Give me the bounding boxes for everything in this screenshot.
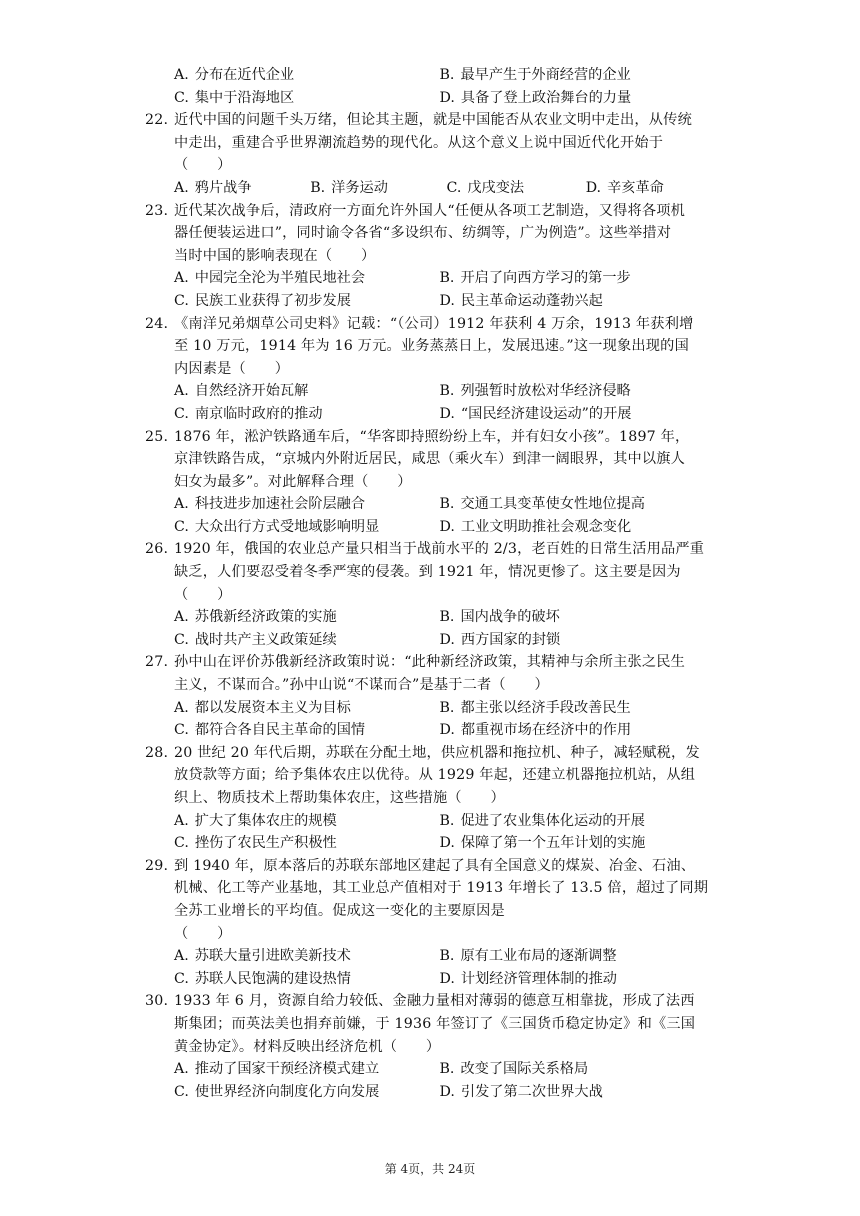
question-23-option-b: B. 开启了向西方学习的第一步 bbox=[439, 270, 631, 287]
question-27-options-row-2 bbox=[145, 719, 705, 742]
question-number: 27. bbox=[145, 654, 169, 671]
question-22-option-d: D. 辛亥革命 bbox=[585, 179, 664, 196]
question-25-option-a: A. 科技进步加速社会阶层融合 bbox=[174, 496, 366, 513]
question-27-line: 27. 孙中山在评价苏俄新经济政策时说：“此种新经济政策，其精神与余所主张之民生 bbox=[145, 651, 705, 674]
question-26-option-c: C. 战时共产主义政策延续 bbox=[174, 631, 337, 648]
question-22-option-a: A. 鸦片战争 bbox=[174, 179, 252, 196]
question-26-options-row-1 bbox=[145, 606, 705, 629]
question-24-option-a: A. 自然经济开始瓦解 bbox=[174, 383, 309, 400]
q21-option-b: B. 最早产生于外商经营的企业 bbox=[439, 67, 631, 83]
question-25-line: 妇女为最多”。对此解释合理（ ） bbox=[174, 473, 412, 490]
question-28-option-c: C. 挫伤了农民生产积极性 bbox=[174, 835, 337, 852]
question-30-option-b: B. 改变了国际关系格局 bbox=[439, 1061, 589, 1078]
q21-options-row-1 bbox=[145, 64, 705, 87]
page-number-footer: 第 4页，共 24页 bbox=[384, 1162, 476, 1176]
question-28 bbox=[145, 742, 705, 855]
question-29-line: （ ） bbox=[174, 925, 232, 942]
question-29-line: 机械、化工等产业基地，其工业总产值相对于 1913 年增长了 13.5 倍，超过了同期 bbox=[174, 880, 709, 897]
question-22-options bbox=[145, 177, 705, 200]
question-23-line: 器任便装运进口”，同时谕令各省“多设织布、纺绸等，广为例造”。这些举措对 bbox=[174, 225, 672, 242]
question-23-line: 23. 近代某次战争后，清政府一方面允许外国人“任便从各项工艺制造，又得将各项机 bbox=[145, 200, 705, 223]
question-29-option-d: D. 计划经济管理体制的推动 bbox=[439, 970, 617, 987]
question-27-option-c: C. 都符合各自民主革命的国情 bbox=[174, 722, 366, 739]
question-26-line: 26. 1920 年，俄国的农业总产量只相当于战前水平的 2/3，老百姓的日常生活用品严重 bbox=[145, 538, 705, 561]
q21-option-a: A. 分布在近代企业 bbox=[174, 67, 295, 83]
question-28-line: 28. 20 世纪 20 年代后期，苏联在分配土地，供应机器和拖拉机、种子，减轻赋税，发 bbox=[145, 742, 705, 765]
question-25-option-d: D. 工业文明助推社会观念变化 bbox=[439, 518, 632, 535]
question-29-line: 全苏工业增长的平均值。促成这一变化的主要原因是 bbox=[174, 902, 505, 919]
question-30-option-c: C. 使世界经济向制度化方向发展 bbox=[174, 1083, 380, 1100]
question-24-line: 内因素是（ ） bbox=[174, 360, 290, 377]
question-23-line: 当时中国的影响表现在（ ） bbox=[174, 247, 376, 264]
question-30-line: 斯集团；而英法美也捐弃前嫌，于 1936 年签订了《三国货币稳定协定》和《三国 bbox=[174, 1015, 696, 1032]
question-30-line: 黄金协定》。材料反映出经济危机（ ） bbox=[174, 1038, 441, 1055]
question-24-option-b: B. 列强暂时放松对华经济侵略 bbox=[439, 383, 631, 400]
question-number: 22. bbox=[145, 112, 169, 129]
question-22-line: 22. 近代中国的问题千头万绪，但论其主题，就是中国能否从农业文明中走出，从传统 bbox=[145, 109, 705, 132]
question-29-line: 29. 到 1940 年，原本落后的苏联东部地区建起了具有全国意义的煤炭、冶金、石油、 bbox=[145, 855, 705, 878]
question-23-option-c: C. 民族工业获得了初步发展 bbox=[174, 292, 351, 309]
question-27-option-b: B. 都主张以经济手段改善民生 bbox=[439, 699, 631, 716]
question-number: 23. bbox=[145, 202, 169, 219]
question-26-option-b: B. 国内战争的破坏 bbox=[439, 609, 560, 626]
question-29-options-row-2 bbox=[145, 968, 705, 991]
question-27-options-row-1 bbox=[145, 697, 705, 720]
question-29-option-c: C. 苏联人民饱满的建设热情 bbox=[174, 970, 351, 987]
question-26-option-d: D. 西方国家的封锁 bbox=[439, 631, 561, 648]
question-22-line: （ ） bbox=[174, 157, 232, 174]
question-30-option-a: A. 推动了国家干预经济模式建立 bbox=[174, 1061, 380, 1078]
question-29-option-b: B. 原有工业布局的逐渐调整 bbox=[439, 948, 617, 965]
question-list bbox=[145, 64, 709, 1103]
q21-option-c: C. 集中于沿海地区 bbox=[174, 89, 295, 106]
question-28-option-a: A. 扩大了集体农庄的规模 bbox=[174, 812, 337, 829]
question-23-options-row-2 bbox=[145, 290, 705, 313]
question-28-option-d: D. 保障了第一个五年计划的实施 bbox=[439, 835, 646, 852]
question-30-line: 30. 1933 年 6 月，资源自给力较低、金融力量相对薄弱的德意互相靠拢，形成了法西 bbox=[145, 990, 705, 1013]
question-30-option-d: D. 引发了第二次世界大战 bbox=[439, 1083, 603, 1100]
question-22-line: 中走出，重建合乎世界潮流趋势的现代化。从这个意义上说中国近代化开始于 bbox=[174, 134, 664, 151]
question-23-option-d: D. 民主革命运动蓬勃兴起 bbox=[439, 292, 603, 309]
question-25 bbox=[145, 426, 705, 539]
question-25-option-c: C. 大众出行方式受地域影响明显 bbox=[174, 518, 380, 535]
question-23-options-row-1 bbox=[145, 267, 705, 290]
question-29-option-a: A. 苏联大量引进欧美新技术 bbox=[174, 948, 351, 965]
question-28-line: 织上、物质技术上帮助集体农庄，这些措施（ ） bbox=[174, 790, 505, 806]
question-22-option-b: B. 洋务运动 bbox=[310, 179, 388, 196]
question-27-option-d: D. 都重视市场在经济中的作用 bbox=[439, 722, 632, 739]
question-24-line: 至 10 万元，1914 年为 16 万元。业务蒸蒸日上，发展迅速。”这一现象出现的国 bbox=[174, 338, 689, 355]
question-25-line: 25. 1876 年，淞沪铁路通车后，“华客即持照纷纷上车，并有妇女小孩”。1897 年， bbox=[145, 426, 705, 449]
question-24-option-c: C. 南京临时政府的推动 bbox=[174, 405, 323, 422]
question-number: 28. bbox=[145, 744, 169, 761]
question-28-options-row-2 bbox=[145, 832, 705, 855]
question-28-option-b: B. 促进了农业集体化运动的开展 bbox=[439, 812, 645, 829]
question-24-option-d: D. “国民经济建设运动”的开展 bbox=[439, 405, 632, 422]
question-26-option-a: A. 苏俄新经济政策的实施 bbox=[174, 609, 337, 626]
q21-options-row-2 bbox=[145, 87, 705, 110]
question-25-line: 京津铁路告成，“京城内外附近居民，咸思（乘火车）到津一阔眼界，其中以旗人 bbox=[174, 451, 686, 468]
question-25-option-b: B. 交通工具变革使女性地位提高 bbox=[439, 496, 645, 513]
question-26-options-row-2 bbox=[145, 629, 705, 652]
question-30-options-row-2 bbox=[145, 1081, 705, 1104]
question-number: 25. bbox=[145, 428, 169, 445]
question-25-options-row-1 bbox=[145, 493, 705, 516]
q21-option-d: D. 具备了登上政治舞台的力量 bbox=[439, 89, 632, 106]
question-24 bbox=[145, 313, 705, 426]
question-30-options-row-1 bbox=[145, 1058, 705, 1081]
question-number: 30. bbox=[145, 993, 169, 1010]
question-number: 29. bbox=[145, 857, 169, 874]
question-25-options-row-2 bbox=[145, 516, 705, 539]
question-24-line: 24. 《南洋兄弟烟草公司史料》记载：“（公司）1912 年获利 4 万余，1913 年获利增 bbox=[145, 313, 705, 336]
question-23-option-a: A. 中园完全沦为半殖民地社会 bbox=[174, 270, 366, 287]
question-27-line: 主义，不谋而合。”孙中山说“不谋而合”是基于二者（ ） bbox=[174, 677, 549, 694]
question-number: 24. bbox=[145, 315, 169, 332]
question-26-line: 缺乏，人们要忍受着冬季严寒的侵袭。到 1921 年，情况更惨了。这主要是因为 bbox=[174, 564, 681, 581]
question-27 bbox=[145, 651, 705, 741]
question-30 bbox=[145, 990, 705, 1103]
question-26-line: （ ） bbox=[174, 586, 232, 603]
question-22-option-c: C. 戊戌变法 bbox=[446, 179, 525, 196]
question-24-options-row-1 bbox=[145, 380, 705, 403]
question-26 bbox=[145, 538, 705, 651]
question-number: 26. bbox=[145, 541, 169, 558]
question-28-options-row-1 bbox=[145, 810, 705, 833]
question-23 bbox=[145, 200, 705, 313]
question-28-line: 放贷款等方面；给予集体农庄以优待。从 1929 年起，还建立机器拖拉机站，从组 bbox=[174, 767, 696, 784]
question-27-option-a: A. 都以发展资本主义为目标 bbox=[174, 699, 351, 716]
question-22 bbox=[145, 109, 705, 199]
question-29-options-row-1 bbox=[145, 945, 705, 968]
question-29 bbox=[145, 855, 709, 991]
question-24-options-row-2 bbox=[145, 403, 705, 426]
